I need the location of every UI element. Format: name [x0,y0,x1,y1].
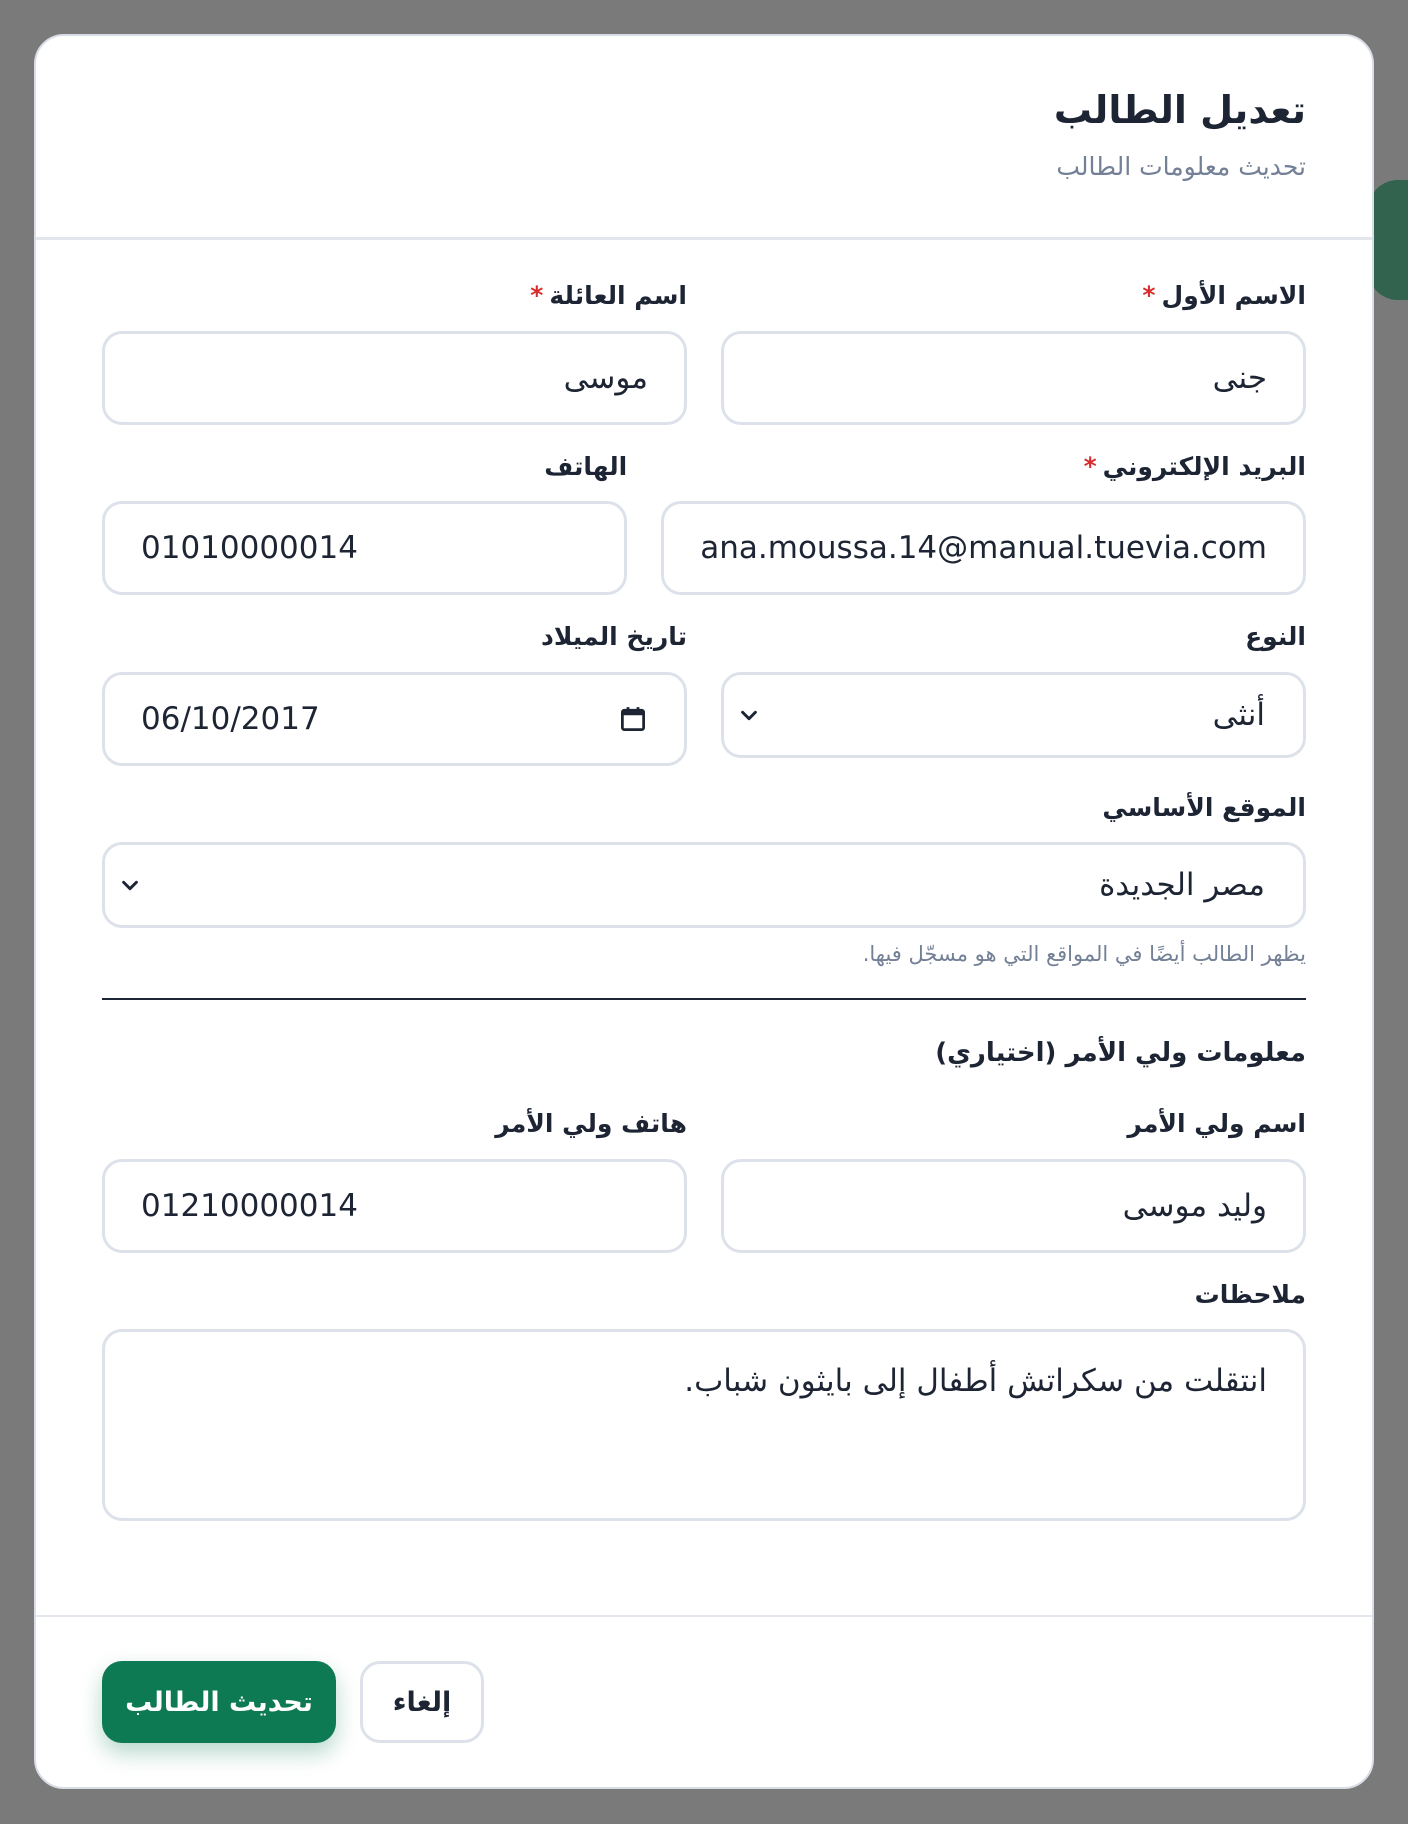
last-name-field-group [102,280,687,425]
name-row [102,280,1306,425]
gender-field-group [721,621,1306,766]
primary-location-label: الموقع الأساسي [1102,792,1306,822]
birth-date-value: 06/10/2017 [141,700,320,737]
first-name-input[interactable]: جنى [721,331,1306,425]
modal-subtitle: تحديث معلومات الطالب [1056,151,1306,181]
last-name-input[interactable]: موسى [102,331,687,425]
last-name-label-text: اسم العائلة [549,281,687,310]
guardian-phone-field-group [102,1108,687,1253]
section-divider [102,998,1306,1000]
first-name-field-group [721,280,1306,425]
chevron-down-icon [738,704,760,726]
gender-label: النوع [1245,622,1306,651]
notes-field-group [102,1279,1306,1522]
guardian-section-title: معلومات ولي الأمر (اختياري) [935,1038,1306,1068]
chevron-down-icon [119,874,141,896]
email-field-group [661,451,1306,596]
guardian-name-input[interactable]: وليد موسى [721,1159,1306,1253]
gender-selected-value: أنثى [1212,696,1265,733]
primary-location-field-group [102,792,1306,967]
cancel-button[interactable]: إلغاء [360,1661,484,1743]
notes-label: ملاحظات [1194,1279,1306,1309]
guardian-row [102,1108,1306,1253]
birth-date-input[interactable] [102,672,687,766]
phone-input[interactable]: 01010000014 [102,501,627,595]
primary-location-select[interactable] [102,842,1306,928]
modal-title: تعديل الطالب [1053,88,1306,132]
phone-field-group [102,451,627,596]
primary-location-hint: يظهر الطالب أيضًا في المواقع التي هو مسجّل فيها. [862,942,1306,966]
required-mark: * [1142,281,1156,310]
first-name-label-text: الاسم الأول [1161,281,1306,310]
background-page-accent [1368,180,1408,300]
email-label-text: البريد الإلكتروني [1102,451,1306,481]
notes-textarea[interactable]: انتقلت من سكراتش أطفال إلى بايثون شباب. [102,1329,1306,1521]
guardian-name-field-group [721,1108,1306,1253]
last-name-label [102,280,687,313]
birth-date-label: تاريخ الميلاد [540,622,687,651]
modal-header [36,36,1372,240]
required-mark: * [1083,451,1097,481]
contact-row [102,451,1306,596]
guardian-phone-input[interactable]: 01210000014 [102,1159,687,1253]
email-label [661,451,1306,484]
gender-select[interactable] [721,672,1306,758]
required-mark: * [530,281,544,310]
edit-student-modal [34,34,1374,1789]
primary-location-selected-value: مصر الجديدة [1099,867,1265,903]
modal-footer [36,1615,1372,1787]
gender-birthdate-row [102,621,1306,766]
modal-body [36,240,1372,1521]
guardian-name-label: اسم ولي الأمر [1127,1109,1306,1138]
phone-label: الهاتف [544,451,628,481]
calendar-icon[interactable] [618,704,648,734]
guardian-phone-label: هاتف ولي الأمر [495,1109,687,1138]
first-name-label [721,280,1306,313]
update-student-button[interactable]: تحديث الطالب [102,1661,336,1743]
birth-date-field-group [102,621,687,766]
email-input[interactable]: ana.moussa.14@manual.tuevia.com [661,501,1306,595]
